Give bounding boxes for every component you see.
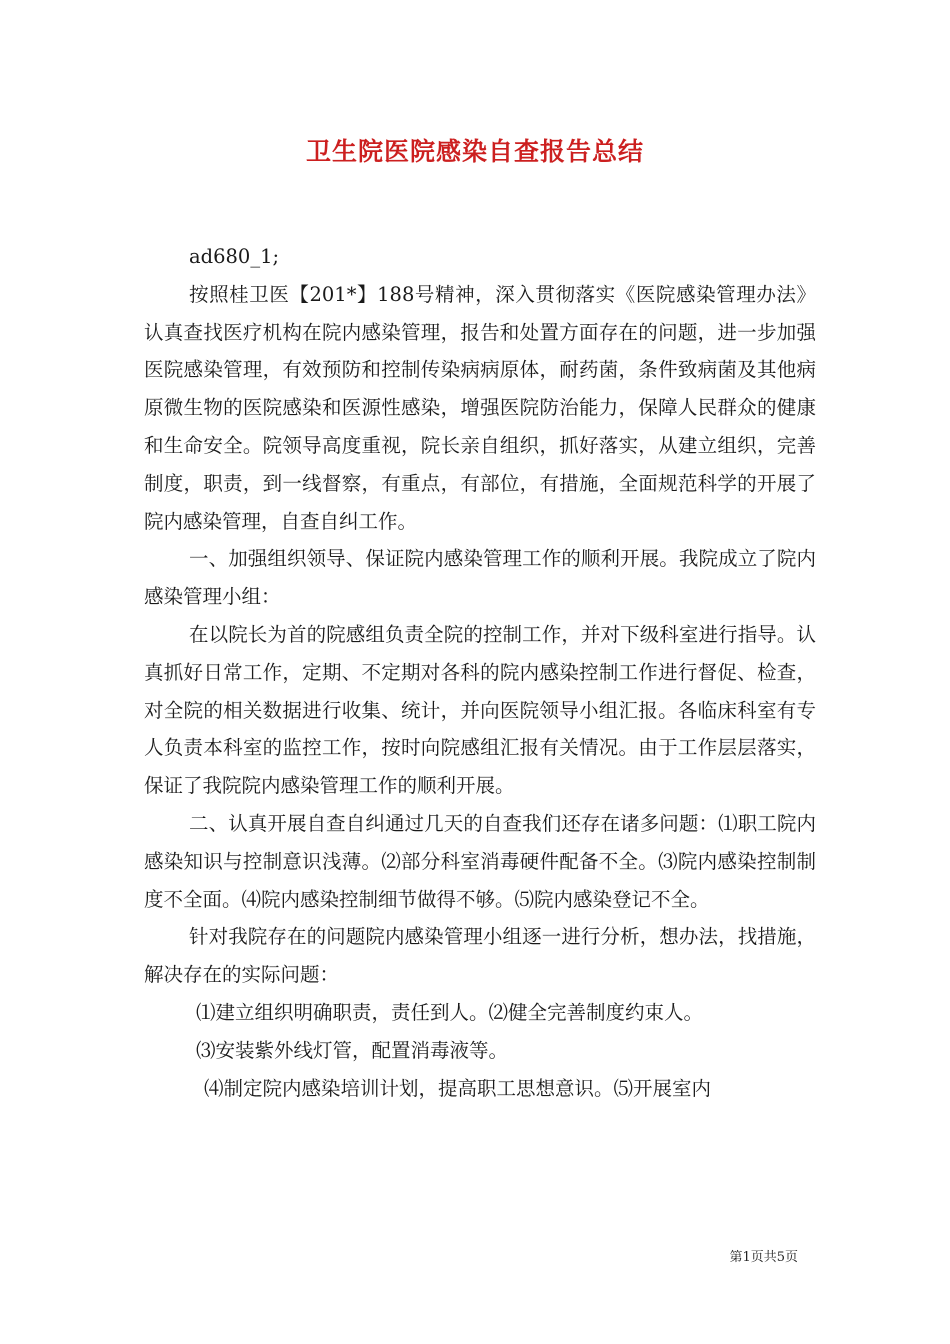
paragraph-section-1-detail: 在以院长为首的院感组负责全院的控制工作，并对下级科室进行指导。认真抓好日常工作，定期、不定期对各科的院内感染控制工作进行督促、检查，对全院的相关数据进行收集、统计，并向医院领导小组汇报。各临床科室有专人负责本科室的监控工作，按时向院感组汇报有关情况。由于工作层层落实，保证了我院院内感染管理工作的顺利开展。 [144,622,816,798]
page-number-footer: 第1页共5页 [729,1250,798,1265]
paragraph-section-2: 二、认真开展自查自纠通过几天的自查我们还存在诸多问题：⑴职工院内感染知识与控制意识浅薄。⑵部分科室消毒硬件配备不全。⑶院内感染控制制度不全面。⑷院内感染控制细节做得不够。⑸院内感染登记不全。 [144,811,816,911]
measure-list-line: ⑶安装紫外线灯管，配置消毒液等。 [196,1038,509,1062]
document-id-line: ad680_1; [189,245,280,268]
measure-list-line: ⑷制定院内感染培训计划，提高职工思想意识。⑸开展室内 [204,1076,712,1100]
document-body [144,238,816,1107]
paragraph-intro: 按照桂卫医【201*】188号精神，深入贯彻落实《医院感染管理办法》认真查找医疗机构在院内感染管理，报告和处置方面存在的问题，进一步加强医院感染管理，有效预防和控制传染病病原体，耐药菌，条件致病菌及其他病原微生物的医院感染和医源性感染，增强医院防治能力，保障人民群众的健康和生命安全。院领导高度重视，院长亲自组织，抓好落实，从建立组织，完善制度，职责，到一线督察，有重点，有部位，有措施，全面规范科学的开展了院内感染管理，自查自纠工作。 [144,282,816,533]
paragraph-measures-intro: 针对我院存在的问题院内感染管理小组逐一进行分析，想办法，找措施，解决存在的实际问题： [144,925,816,987]
measure-list-line: ⑴建立组织明确职责，责任到人。⑵健全完善制度约束人。 [196,1000,704,1024]
paragraph-section-1: 一、加强组织领导、保证院内感染管理工作的顺利开展。我院成立了院内感染管理小组： [144,547,816,609]
document-title: 卫生院医院感染自查报告总结 [305,137,644,166]
